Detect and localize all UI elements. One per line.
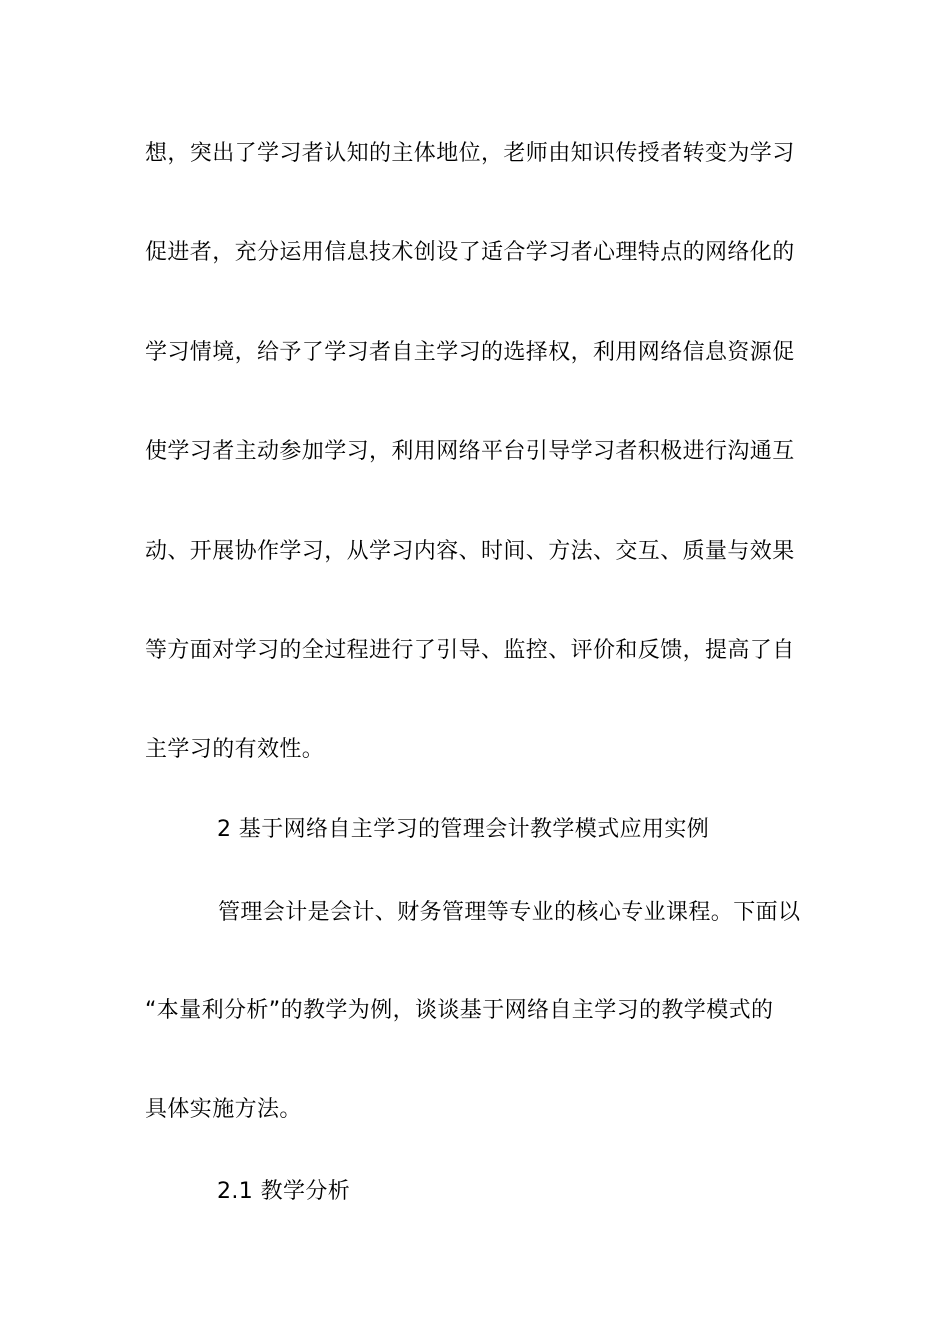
paragraph-2-line-2: “本量利分析”的教学为例，谈谈基于网络自主学习的教学模式的 (145, 998, 774, 1023)
paragraph-1-line-6: 等方面对学习的全过程进行了引导、监控、评价和反馈，提高了自 (145, 638, 795, 663)
paragraph-1-line-7: 主学习的有效性。 (145, 737, 325, 762)
paragraph-1-line-5: 动、开展协作学习，从学习内容、时间、方法、交互、质量与效果 (145, 539, 795, 564)
section-2-heading: 2 基于网络自主学习的管理会计教学模式应用实例 (217, 817, 710, 842)
paragraph-1-line-2: 促进者，充分运用信息技术创设了适合学习者心理特点的网络化的 (145, 240, 795, 265)
paragraph-2-line-3: 具体实施方法。 (145, 1097, 302, 1122)
paragraph-1-line-3: 学习情境，给予了学习者自主学习的选择权，利用网络信息资源促 (145, 340, 795, 365)
paragraph-1-line-1: 想，突出了学习者认知的主体地位，老师由知识传授者转变为学习 (145, 141, 795, 166)
section-2-1-heading: 2.1 教学分析 (217, 1179, 351, 1204)
paragraph-1-line-4: 使学习者主动参加学习，利用网络平台引导学习者积极进行沟通互 (145, 439, 795, 464)
paragraph-2-line-1: 管理会计是会计、财务管理等专业的核心专业课程。下面以 (218, 900, 801, 925)
